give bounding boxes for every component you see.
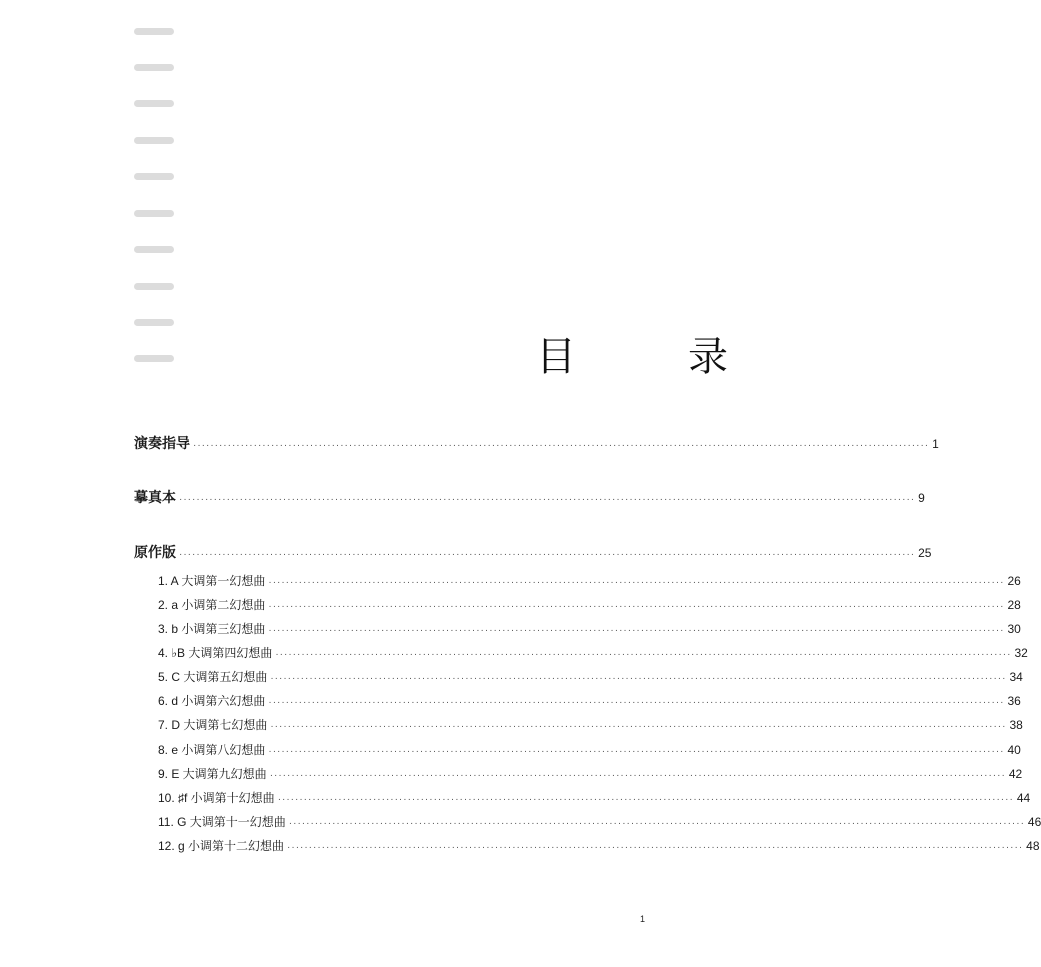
dot-leader [268,746,1004,757]
toc-entry-label: 8. e 小调第八幻想曲 [158,743,266,757]
toc-entry-page: 46 [1027,815,1041,829]
toc-entry-label: 7. D 大调第七幻想曲 [158,718,268,732]
dot-leader [179,549,915,560]
toc-entry-page: 42 [1008,767,1023,781]
page-number: 1 [640,914,646,924]
toc-entry-label: 12. g 小调第十二幻想曲 [158,839,285,853]
toc-entry-label: 演奏指导 [134,435,190,451]
toc-entry-label: 2. a 小调第二幻想曲 [158,598,266,612]
toc-entry-page: 30 [1007,622,1021,636]
dot-leader [270,770,1006,781]
toc-entry-label: 11. G 大调第十一幻想曲 [158,815,286,829]
decorative-bar [134,283,174,290]
decorative-bar [134,355,174,362]
toc-entry-page: 34 [1009,670,1023,684]
toc-piece-entry[interactable] [158,789,1031,806]
decorative-bar [134,210,174,217]
dot-leader [268,601,1004,612]
toc-entry-page: 26 [1007,574,1021,588]
decorative-bar [134,100,174,107]
dot-leader [270,721,1006,732]
dot-leader [268,697,1004,708]
toc-piece-entry[interactable] [158,813,1041,830]
dot-leader [275,649,1011,660]
dot-leader [278,794,1014,805]
toc-piece-entry[interactable] [158,741,1021,758]
toc-entry-page: 25 [918,546,932,560]
toc-entry-label: 3. b 小调第三幻想曲 [158,622,266,636]
toc-entry-page: 36 [1007,694,1021,708]
toc-entry-page: 38 [1009,718,1023,732]
toc-entry-label: 1. A 大调第一幻想曲 [158,574,266,588]
decorative-bar [134,64,174,71]
decorative-bar [134,173,174,180]
decorative-bar [134,319,174,326]
toc-entry-label: 4. ♭B 大调第四幻想曲 [158,646,273,660]
toc-section-entry[interactable] [134,487,925,507]
dot-leader [268,625,1004,636]
toc-entry-page: 28 [1007,598,1021,612]
toc-piece-entry[interactable] [158,716,1023,733]
toc-piece-entry[interactable] [158,837,1040,854]
toc-entry-page: 9 [918,491,925,505]
dot-leader [268,577,1004,588]
dot-leader [289,818,1025,829]
toc-piece-entry[interactable] [158,620,1021,637]
toc-piece-entry[interactable] [158,644,1028,661]
decorative-bar [134,137,174,144]
toc-entry-label: 摹真本 [134,489,176,505]
toc-entry-label: 5. C 大调第五幻想曲 [158,670,268,684]
toc-entry-page: 32 [1014,646,1028,660]
toc-piece-entry[interactable] [158,572,1021,589]
toc-entry-page: 1 [932,437,939,451]
toc-piece-entry[interactable] [158,692,1021,709]
toc-piece-entry[interactable] [158,596,1021,613]
toc-section-entry[interactable] [134,542,932,562]
dot-leader [179,494,915,505]
dot-leader [193,440,929,451]
decorative-bar [134,28,174,35]
toc-entry-page: 48 [1026,839,1040,853]
toc-piece-entry[interactable] [158,765,1023,782]
decorative-bar [134,246,174,253]
dot-leader [287,842,1023,853]
toc-entry-page: 40 [1007,743,1021,757]
toc-entry-label: 6. d 小调第六幻想曲 [158,694,266,708]
toc-entry-page: 44 [1016,791,1031,805]
toc-entry-label: 10. ♯f 小调第十幻想曲 [158,791,275,805]
dot-leader [270,673,1006,684]
page-title: 目 录 [536,334,764,380]
toc-section-entry[interactable] [134,433,939,453]
toc-piece-entry[interactable] [158,668,1023,685]
toc-entry-label: 9. E 大调第九幻想曲 [158,767,267,781]
toc-entry-label: 原作版 [134,544,176,560]
